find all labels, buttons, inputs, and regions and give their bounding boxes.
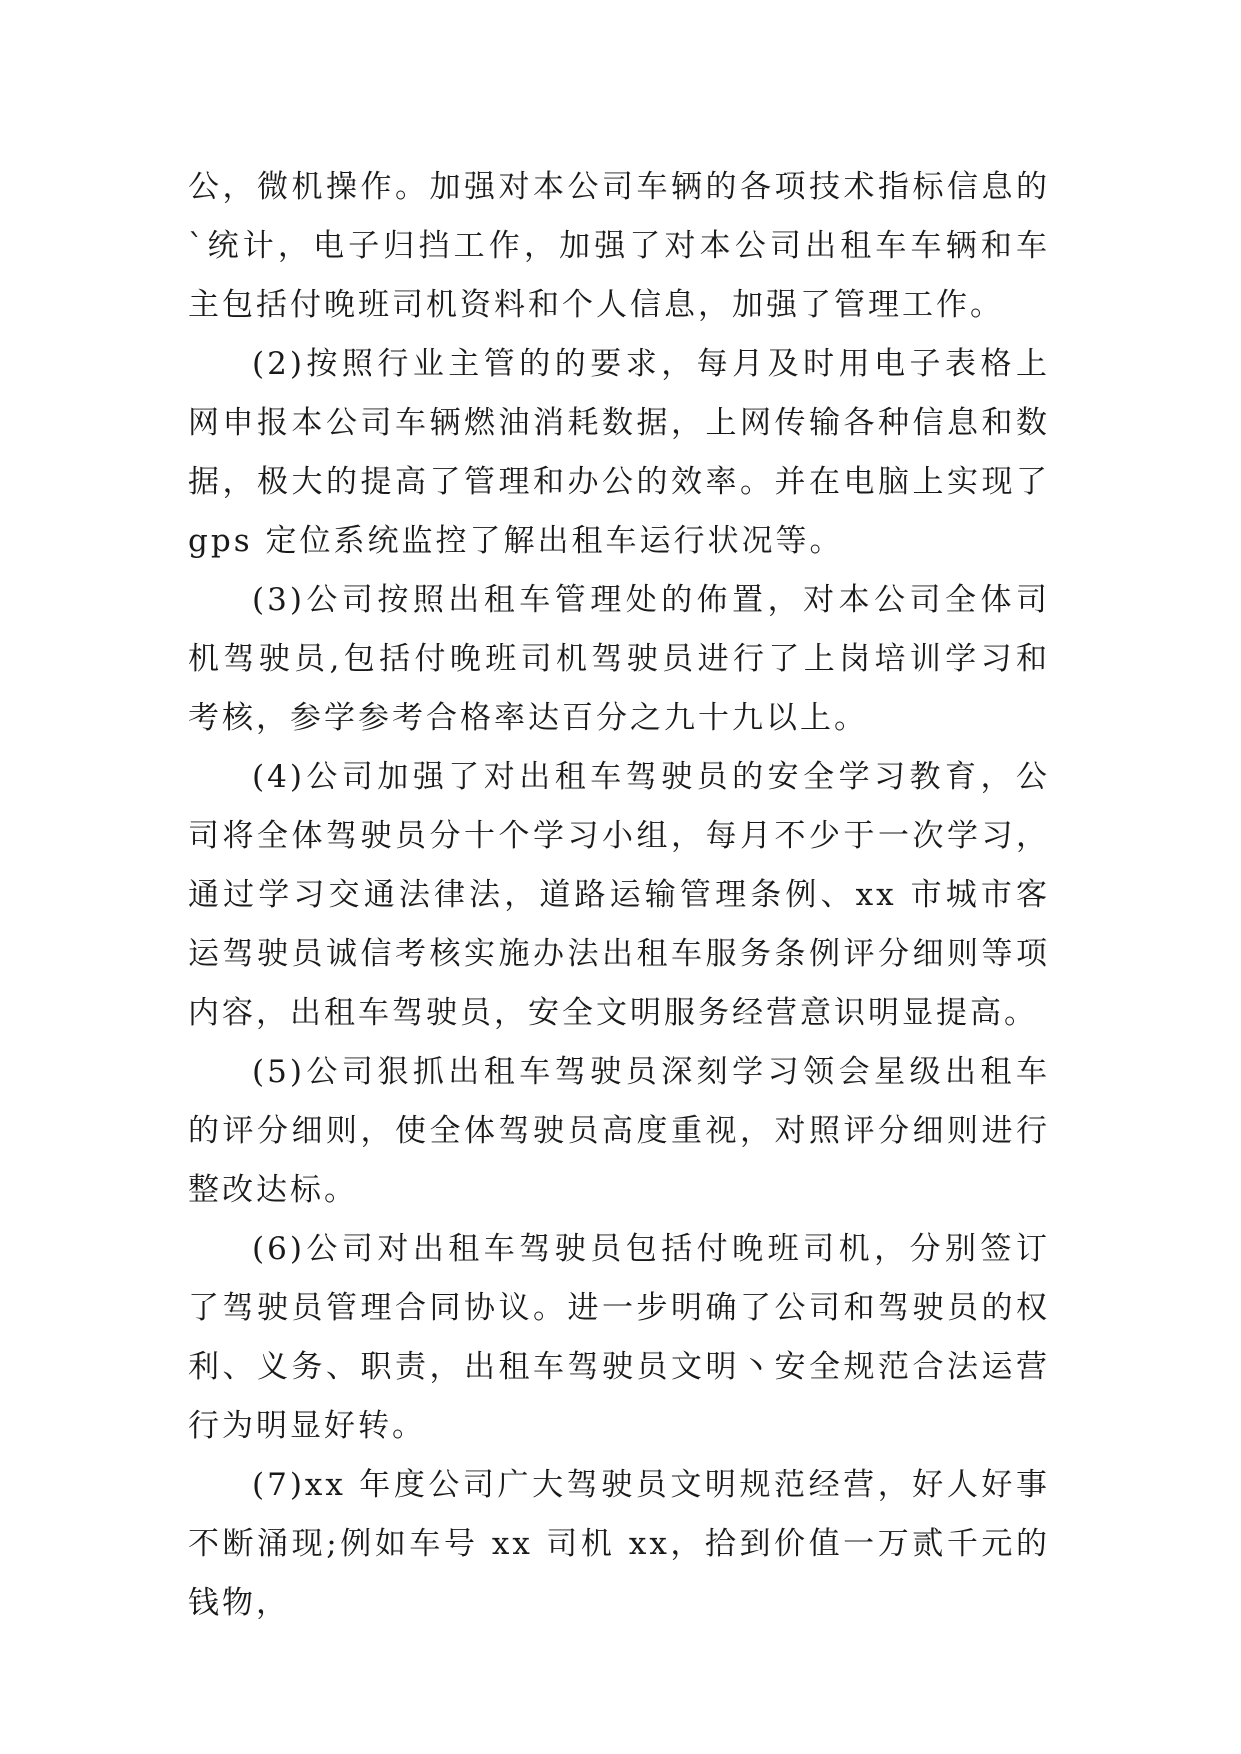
paragraph-item-3: (3)公司按照出租车管理处的佈置，对本公司全体司机驾驶员,包括付晚班司机驾驶员进行了上岗培训学习和考核，参学参考合格率达百分之九十九以上。 [188, 582, 1050, 736]
paragraph-item-4: (4)公司加强了对出租车驾驶员的安全学习教育，公司将全体驾驶员分十个学习小组，每月不少于一次学习，通过学习交通法律法，道路运输管理条例、xx 市城市客运驾驶员诚信考核实施办法出租车服务条例评分细则等项内容，出租车驾驶员，安全文明服务经营意识明显提高。 [188, 759, 1050, 1031]
paragraph-continuation: 公，微机操作。加强对本公司车辆的各项技术指标信息的`统计，电子归挡工作，加强了对本公司出租车车辆和车主包括付晚班司机资料和个人信息，加强了管理工作。 [188, 169, 1050, 323]
paragraph-item-5: (5)公司狠抓出租车驾驶员深刻学习领会星级出租车的评分细则，使全体驾驶员高度重视，对照评分细则进行整改达标。 [188, 1054, 1050, 1208]
paragraph-item-2: (2)按照行业主管的的要求，每月及时用电子表格上网申报本公司车辆燃油消耗数据，上网传输各种信息和数据，极大的提高了管理和办公的效率。并在电脑上实现了 gps 定位系统监控了解出租车运行状况等。 [188, 346, 1050, 559]
paragraph-item-7: (7)xx 年度公司广大驾驶员文明规范经营，好人好事不断涌现;例如车号 xx 司机 xx，拾到价值一万贰千元的钱物， [188, 1467, 1050, 1621]
document-body [188, 158, 1050, 1633]
paragraph-item-6: (6)公司对出租车驾驶员包括付晚班司机，分别签订了驾驶员管理合同协议。进一步明确了公司和驾驶员的权利、义务、职责，出租车驾驶员文明丶安全规范合法运营行为明显好转。 [188, 1231, 1050, 1444]
